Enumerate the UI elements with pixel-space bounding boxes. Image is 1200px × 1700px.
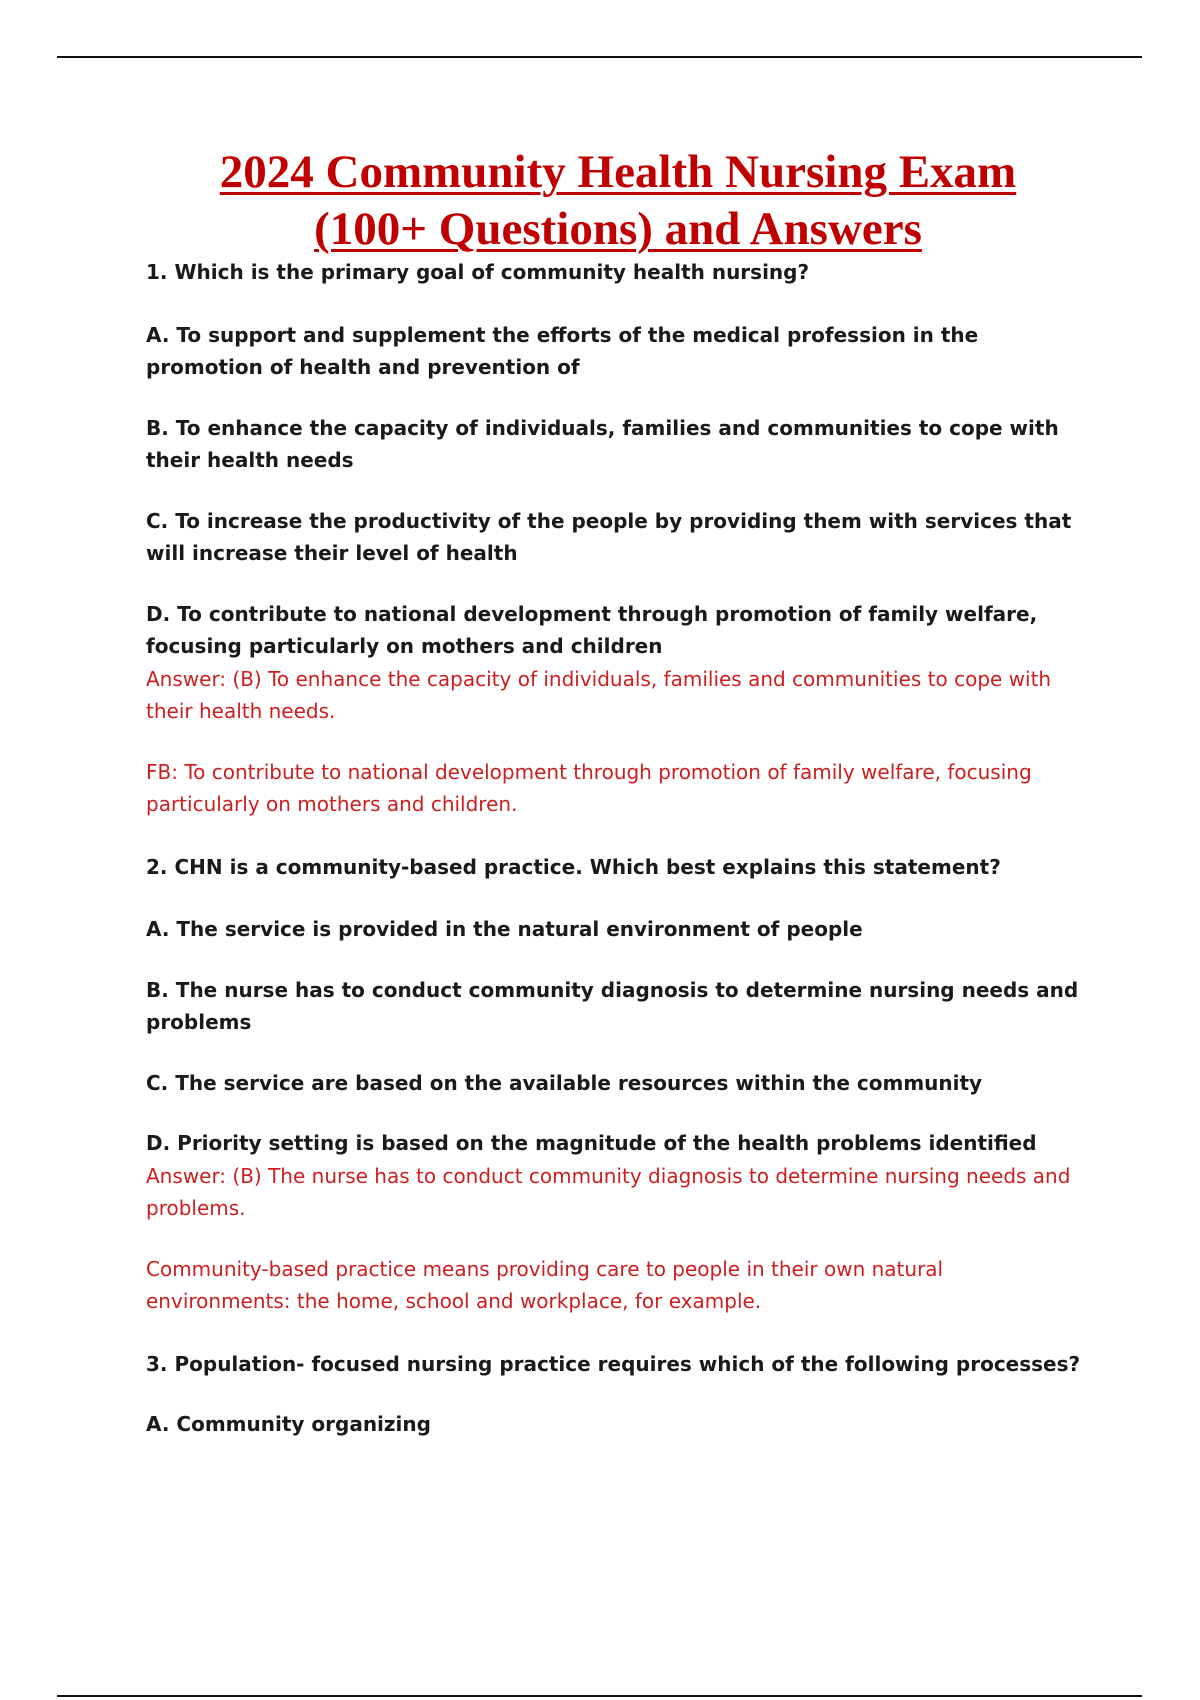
- question-1-option-d: D. To contribute to national development through promotion of family welfare, focusing particularly on mothers and children: [146, 601, 1038, 658]
- title-line-2: (100+ Questions) and Answers: [314, 203, 922, 255]
- title-line-1: 2024 Community Health Nursing Exam: [219, 146, 1017, 198]
- question-3-option-a: A. Community organizing: [146, 1412, 431, 1436]
- question-2-option-b: B. The nurse has to conduct community diagnosis to determine nursing needs and problems: [146, 977, 1079, 1034]
- question-1-feedback: FB: To contribute to national development through promotion of family welfare, focusing particularly on mothers and children.: [146, 759, 1032, 816]
- document-body: [146, 144, 1090, 1441]
- question-1-answer: Answer: (B) To enhance the capacity of individuals, families and communities to cope with their health needs.: [146, 666, 1052, 723]
- question-2-stem: 2. CHN is a community-based practice. Which best explains this statement?: [146, 854, 1001, 879]
- question-2-option-d: D. Priority setting is based on the magnitude of the health problems identified: [146, 1131, 1037, 1155]
- question-1-stem: 1. Which is the primary goal of community health nursing?: [146, 260, 810, 284]
- question-2-option-a: A. The service is provided in the natural environment of people: [146, 917, 863, 941]
- question-1-option-c: C. To increase the productivity of the people by providing them with services that will increase their level of health: [146, 508, 1072, 565]
- document-title: [130, 144, 1106, 258]
- top-rule: [57, 56, 1142, 58]
- bottom-rule: [57, 1695, 1142, 1697]
- question-3-stem: 3. Population- focused nursing practice requires which of the following processes?: [146, 1351, 1081, 1376]
- question-1-option-a: A. To support and supplement the efforts of the medical profession in the promotion of health and prevention of: [146, 322, 979, 379]
- question-2-option-c: C. The service are based on the available resources within the community: [146, 1070, 983, 1095]
- question-2-feedback: Community-based practice means providing care to people in their own natural environments: the home, school and workplace, for example.: [146, 1256, 944, 1313]
- question-2-answer: Answer: (B) The nurse has to conduct community diagnosis to determine nursing needs and problems.: [146, 1163, 1071, 1220]
- question-1-option-b: B. To enhance the capacity of individuals, families and communities to cope with their health needs: [146, 415, 1059, 472]
